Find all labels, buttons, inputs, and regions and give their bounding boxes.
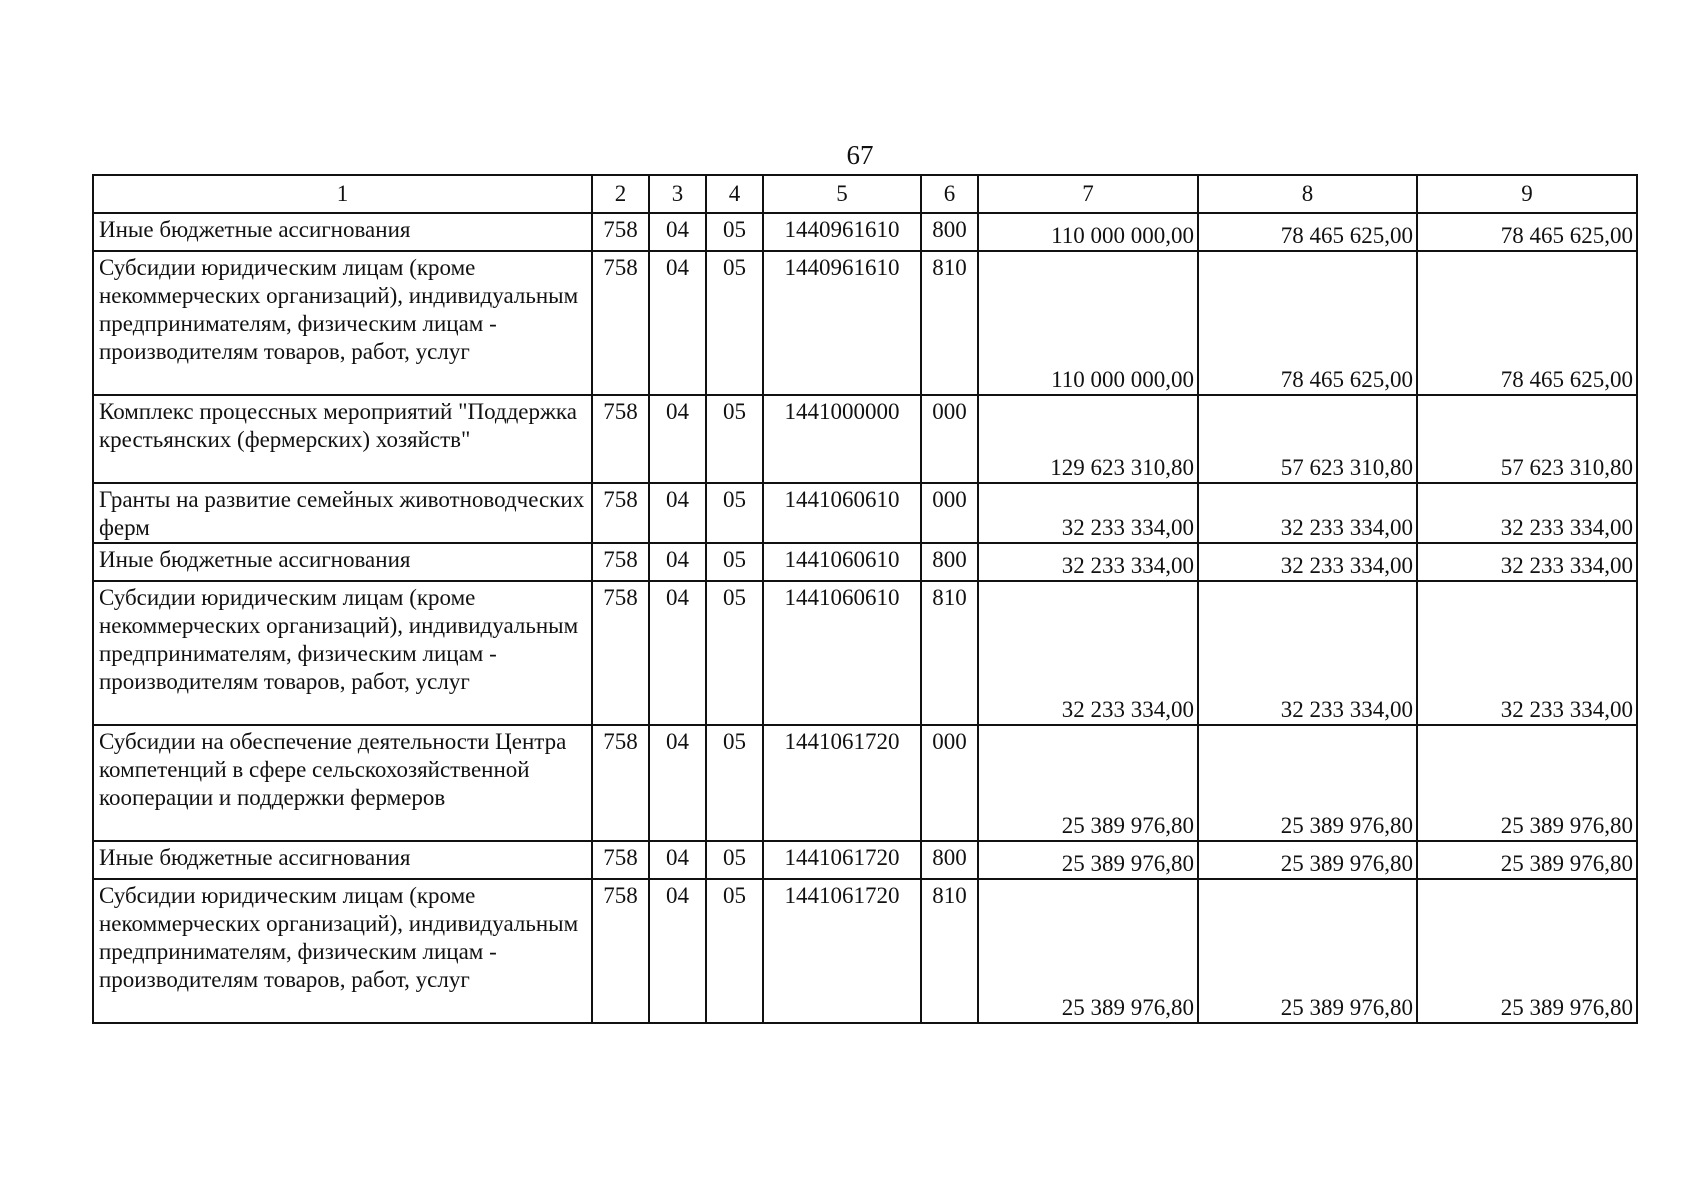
column-number: 6 [921,175,978,213]
column-number: 3 [649,175,706,213]
expense-name: Иные бюджетные ассигнования [93,841,592,879]
column-number: 4 [706,175,763,213]
ministry-code: 758 [592,251,649,395]
section-code: 04 [649,879,706,1023]
expense-name: Комплекс процессных мероприятий "Поддержка крестьянских (фермерских) хозяйств" [93,395,592,483]
amount-col-7: 129 623 310,80 [978,395,1198,483]
table-row [93,395,1637,483]
column-number-row [93,175,1637,213]
expense-name: Субсидии юридическим лицам (кроме некоммерческих организаций), индивидуальным предпринимателям, физическим лицам - производителям товаров, работ, услуг [93,581,592,725]
amount-col-7: 25 389 976,80 [978,725,1198,841]
expense-type-code: 810 [921,251,978,395]
target-article-code: 1441060610 [763,543,921,581]
amount-col-7: 25 389 976,80 [978,841,1198,879]
amount-col-9: 25 389 976,80 [1417,725,1637,841]
target-article-code: 1441061720 [763,841,921,879]
expense-name: Субсидии юридическим лицам (кроме некоммерческих организаций), индивидуальным предпринимателям, физическим лицам - производителям товаров, работ, услуг [93,879,592,1023]
table-row [93,841,1637,879]
target-article-code: 1441061720 [763,879,921,1023]
amount-col-9: 78 465 625,00 [1417,251,1637,395]
expense-type-code: 800 [921,841,978,879]
subsection-code: 05 [706,483,763,543]
amount-col-8: 25 389 976,80 [1198,725,1417,841]
amount-col-8: 32 233 334,00 [1198,483,1417,543]
section-code: 04 [649,251,706,395]
ministry-code: 758 [592,879,649,1023]
amount-col-7: 32 233 334,00 [978,581,1198,725]
amount-col-8: 32 233 334,00 [1198,543,1417,581]
budget-table [92,174,1638,1024]
expense-type-code: 000 [921,395,978,483]
amount-col-8: 57 623 310,80 [1198,395,1417,483]
table-row [93,483,1637,543]
table-row [93,581,1637,725]
ministry-code: 758 [592,213,649,251]
expense-type-code: 810 [921,581,978,725]
subsection-code: 05 [706,213,763,251]
target-article-code: 1441060610 [763,581,921,725]
amount-col-8: 32 233 334,00 [1198,581,1417,725]
ministry-code: 758 [592,725,649,841]
expense-name: Иные бюджетные ассигнования [93,213,592,251]
expense-name: Субсидии на обеспечение деятельности Центра компетенций в сфере сельскохозяйственной кооперации и поддержки фермеров [93,725,592,841]
expense-type-code: 000 [921,483,978,543]
section-code: 04 [649,841,706,879]
table-row [93,879,1637,1023]
subsection-code: 05 [706,395,763,483]
target-article-code: 1440961610 [763,213,921,251]
expense-name: Гранты на развитие семейных животноводческих ферм [93,483,592,543]
section-code: 04 [649,543,706,581]
expense-name: Иные бюджетные ассигнования [93,543,592,581]
amount-col-9: 32 233 334,00 [1417,543,1637,581]
amount-col-9: 25 389 976,80 [1417,841,1637,879]
target-article-code: 1441061720 [763,725,921,841]
ministry-code: 758 [592,581,649,725]
expense-type-code: 800 [921,543,978,581]
amount-col-8: 25 389 976,80 [1198,879,1417,1023]
subsection-code: 05 [706,841,763,879]
table-row [93,725,1637,841]
subsection-code: 05 [706,725,763,841]
section-code: 04 [649,395,706,483]
target-article-code: 1441000000 [763,395,921,483]
amount-col-7: 25 389 976,80 [978,879,1198,1023]
subsection-code: 05 [706,581,763,725]
amount-col-7: 110 000 000,00 [978,251,1198,395]
ministry-code: 758 [592,543,649,581]
amount-col-9: 32 233 334,00 [1417,581,1637,725]
target-article-code: 1441060610 [763,483,921,543]
expense-type-code: 800 [921,213,978,251]
amount-col-8: 78 465 625,00 [1198,251,1417,395]
section-code: 04 [649,213,706,251]
table-row [93,213,1637,251]
column-number: 8 [1198,175,1417,213]
subsection-code: 05 [706,543,763,581]
target-article-code: 1440961610 [763,251,921,395]
ministry-code: 758 [592,395,649,483]
column-number: 5 [763,175,921,213]
page-number: 67 [846,140,874,170]
amount-col-9: 32 233 334,00 [1417,483,1637,543]
subsection-code: 05 [706,879,763,1023]
section-code: 04 [649,581,706,725]
table-row [93,543,1637,581]
amount-col-7: 110 000 000,00 [978,213,1198,251]
section-code: 04 [649,725,706,841]
amount-col-9: 57 623 310,80 [1417,395,1637,483]
expense-type-code: 000 [921,725,978,841]
expense-type-code: 810 [921,879,978,1023]
subsection-code: 05 [706,251,763,395]
expense-name: Субсидии юридическим лицам (кроме некоммерческих организаций), индивидуальным предпринимателям, физическим лицам - производителям товаров, работ, услуг [93,251,592,395]
amount-col-9: 78 465 625,00 [1417,213,1637,251]
amount-col-9: 25 389 976,80 [1417,879,1637,1023]
amount-col-7: 32 233 334,00 [978,483,1198,543]
ministry-code: 758 [592,483,649,543]
amount-col-8: 25 389 976,80 [1198,841,1417,879]
amount-col-8: 78 465 625,00 [1198,213,1417,251]
amount-col-7: 32 233 334,00 [978,543,1198,581]
column-number: 1 [93,175,592,213]
ministry-code: 758 [592,841,649,879]
table-row [93,251,1637,395]
column-number: 7 [978,175,1198,213]
column-number: 9 [1417,175,1637,213]
column-number: 2 [592,175,649,213]
section-code: 04 [649,483,706,543]
